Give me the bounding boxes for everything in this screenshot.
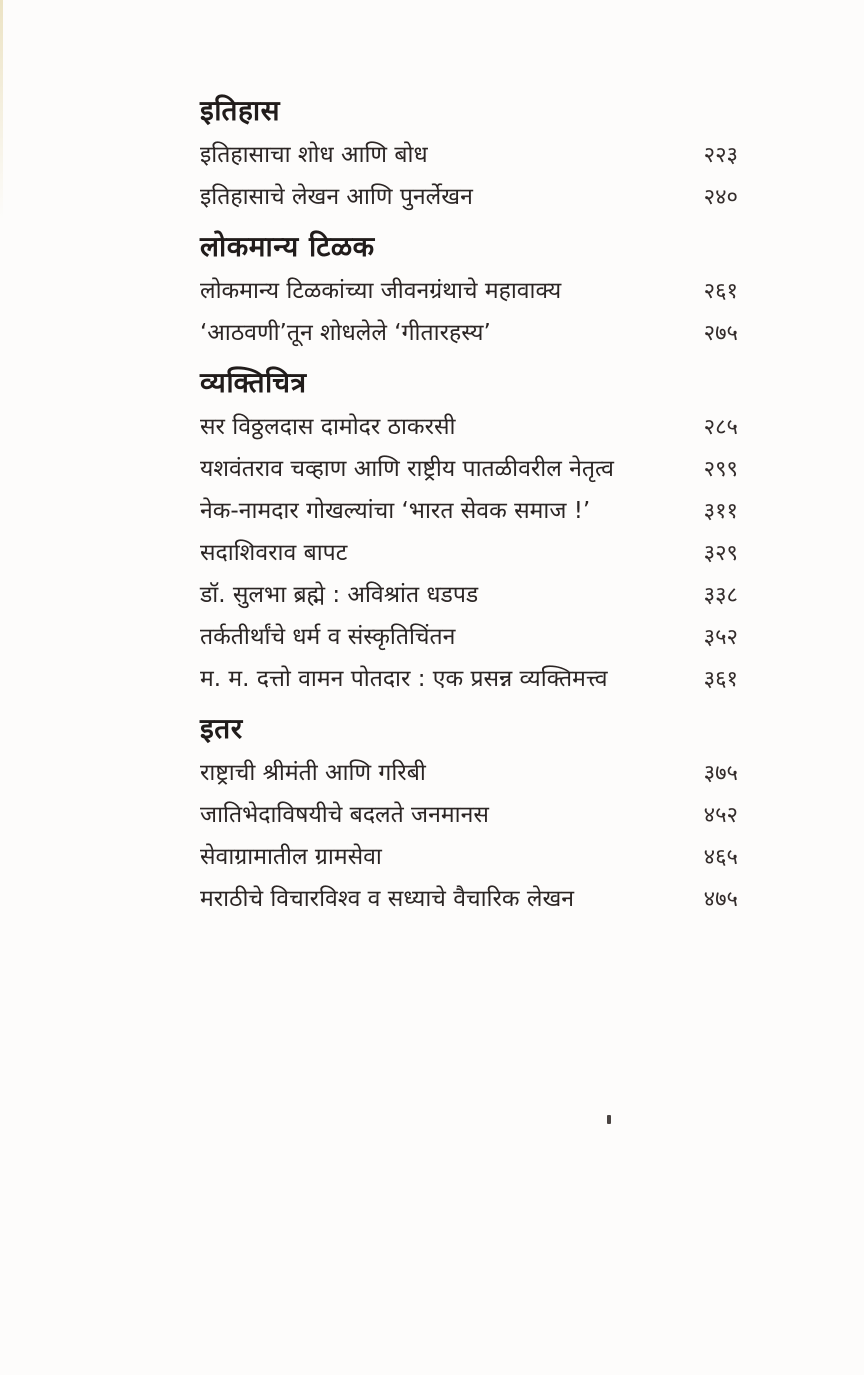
section-items — [200, 760, 738, 913]
toc-section — [200, 366, 738, 693]
toc-item-page: २७५ — [703, 321, 738, 346]
toc-item-page: ३६१ — [703, 667, 738, 692]
scan-speck-artifact — [607, 1115, 611, 1124]
toc-item-title: सर विठ्ठलदास दामोदर ठाकरसी — [200, 414, 456, 440]
section-heading: इतर — [200, 712, 243, 745]
toc-row — [200, 666, 738, 693]
toc-item-page: २४० — [703, 185, 738, 210]
toc-row — [200, 760, 738, 787]
toc-item-title: लोकमान्य टिळकांच्या जीवनग्रंथाचे महावाक्य — [200, 278, 562, 304]
toc-row — [200, 802, 738, 829]
toc-item-page: ३५२ — [703, 625, 738, 650]
toc-item-title: म. म. दत्तो वामन पोतदार : एक प्रसन्न व्यक्तिमत्त्व — [200, 666, 608, 692]
toc-item-page: २८५ — [703, 415, 738, 440]
section-items — [200, 142, 738, 211]
section-heading: इतिहास — [200, 94, 281, 127]
toc-row — [200, 184, 738, 211]
toc-item-title: मराठीचे विचारविश्व व सध्याचे वैचारिक लेखन — [200, 886, 575, 912]
toc-item-page: ४६५ — [703, 845, 738, 870]
toc-item-title: सदाशिवराव बापट — [200, 540, 348, 566]
toc-row — [200, 886, 738, 913]
toc-item-page: ३११ — [703, 499, 738, 524]
scan-edge-artifact — [0, 0, 3, 220]
toc-item-page: २९९ — [703, 457, 738, 482]
toc-item-title: राष्ट्राची श्रीमंती आणि गरिबी — [200, 760, 426, 786]
toc-row — [200, 278, 738, 305]
toc-item-title: यशवंतराव चव्हाण आणि राष्ट्रीय पातळीवरील नेतृत्व — [200, 456, 614, 482]
toc-item-title: डॉ. सुलभा ब्रह्मे : अविश्रांत धडपड — [200, 582, 479, 608]
toc-section — [200, 230, 738, 347]
toc-item-title: इतिहासाचा शोध आणि बोध — [200, 142, 428, 168]
toc-item-title: इतिहासाचे लेखन आणि पुनर्लेखन — [200, 184, 473, 210]
toc-item-page: २६१ — [703, 279, 738, 304]
toc-section — [200, 712, 738, 913]
toc-section — [200, 94, 738, 211]
toc-row — [200, 624, 738, 651]
toc-item-title: तर्कतीर्थांचे धर्म व संस्कृतिचिंतन — [200, 624, 456, 650]
toc-item-page: ४७५ — [703, 887, 738, 912]
toc-item-page: ३७५ — [703, 761, 738, 786]
toc-row — [200, 142, 738, 169]
toc-row — [200, 414, 738, 441]
toc-item-title: सेवाग्रामातील ग्रामसेवा — [200, 844, 382, 870]
toc-item-title: नेक-नामदार गोखल्यांचा ‘भारत सेवक समाज !’ — [200, 498, 591, 524]
toc-item-page: ३३८ — [703, 583, 738, 608]
toc-row — [200, 844, 738, 871]
section-items — [200, 414, 738, 693]
toc-item-page: २२३ — [703, 143, 738, 168]
toc-item-page: ३२९ — [703, 541, 738, 566]
section-heading: व्यक्तिचित्र — [200, 366, 307, 399]
toc-item-page: ४५२ — [703, 803, 738, 828]
section-items — [200, 278, 738, 347]
toc-row — [200, 456, 738, 483]
table-of-contents — [200, 94, 738, 928]
toc-item-title: जातिभेदाविषयीचे बदलते जनमानस — [200, 802, 489, 828]
toc-row — [200, 540, 738, 567]
toc-row — [200, 498, 738, 525]
toc-row — [200, 582, 738, 609]
toc-row — [200, 320, 738, 347]
section-heading: लोकमान्य टिळक — [200, 230, 375, 263]
toc-item-title: ‘आठवणी’तून शोधलेले ‘गीतारहस्य’ — [200, 320, 491, 346]
